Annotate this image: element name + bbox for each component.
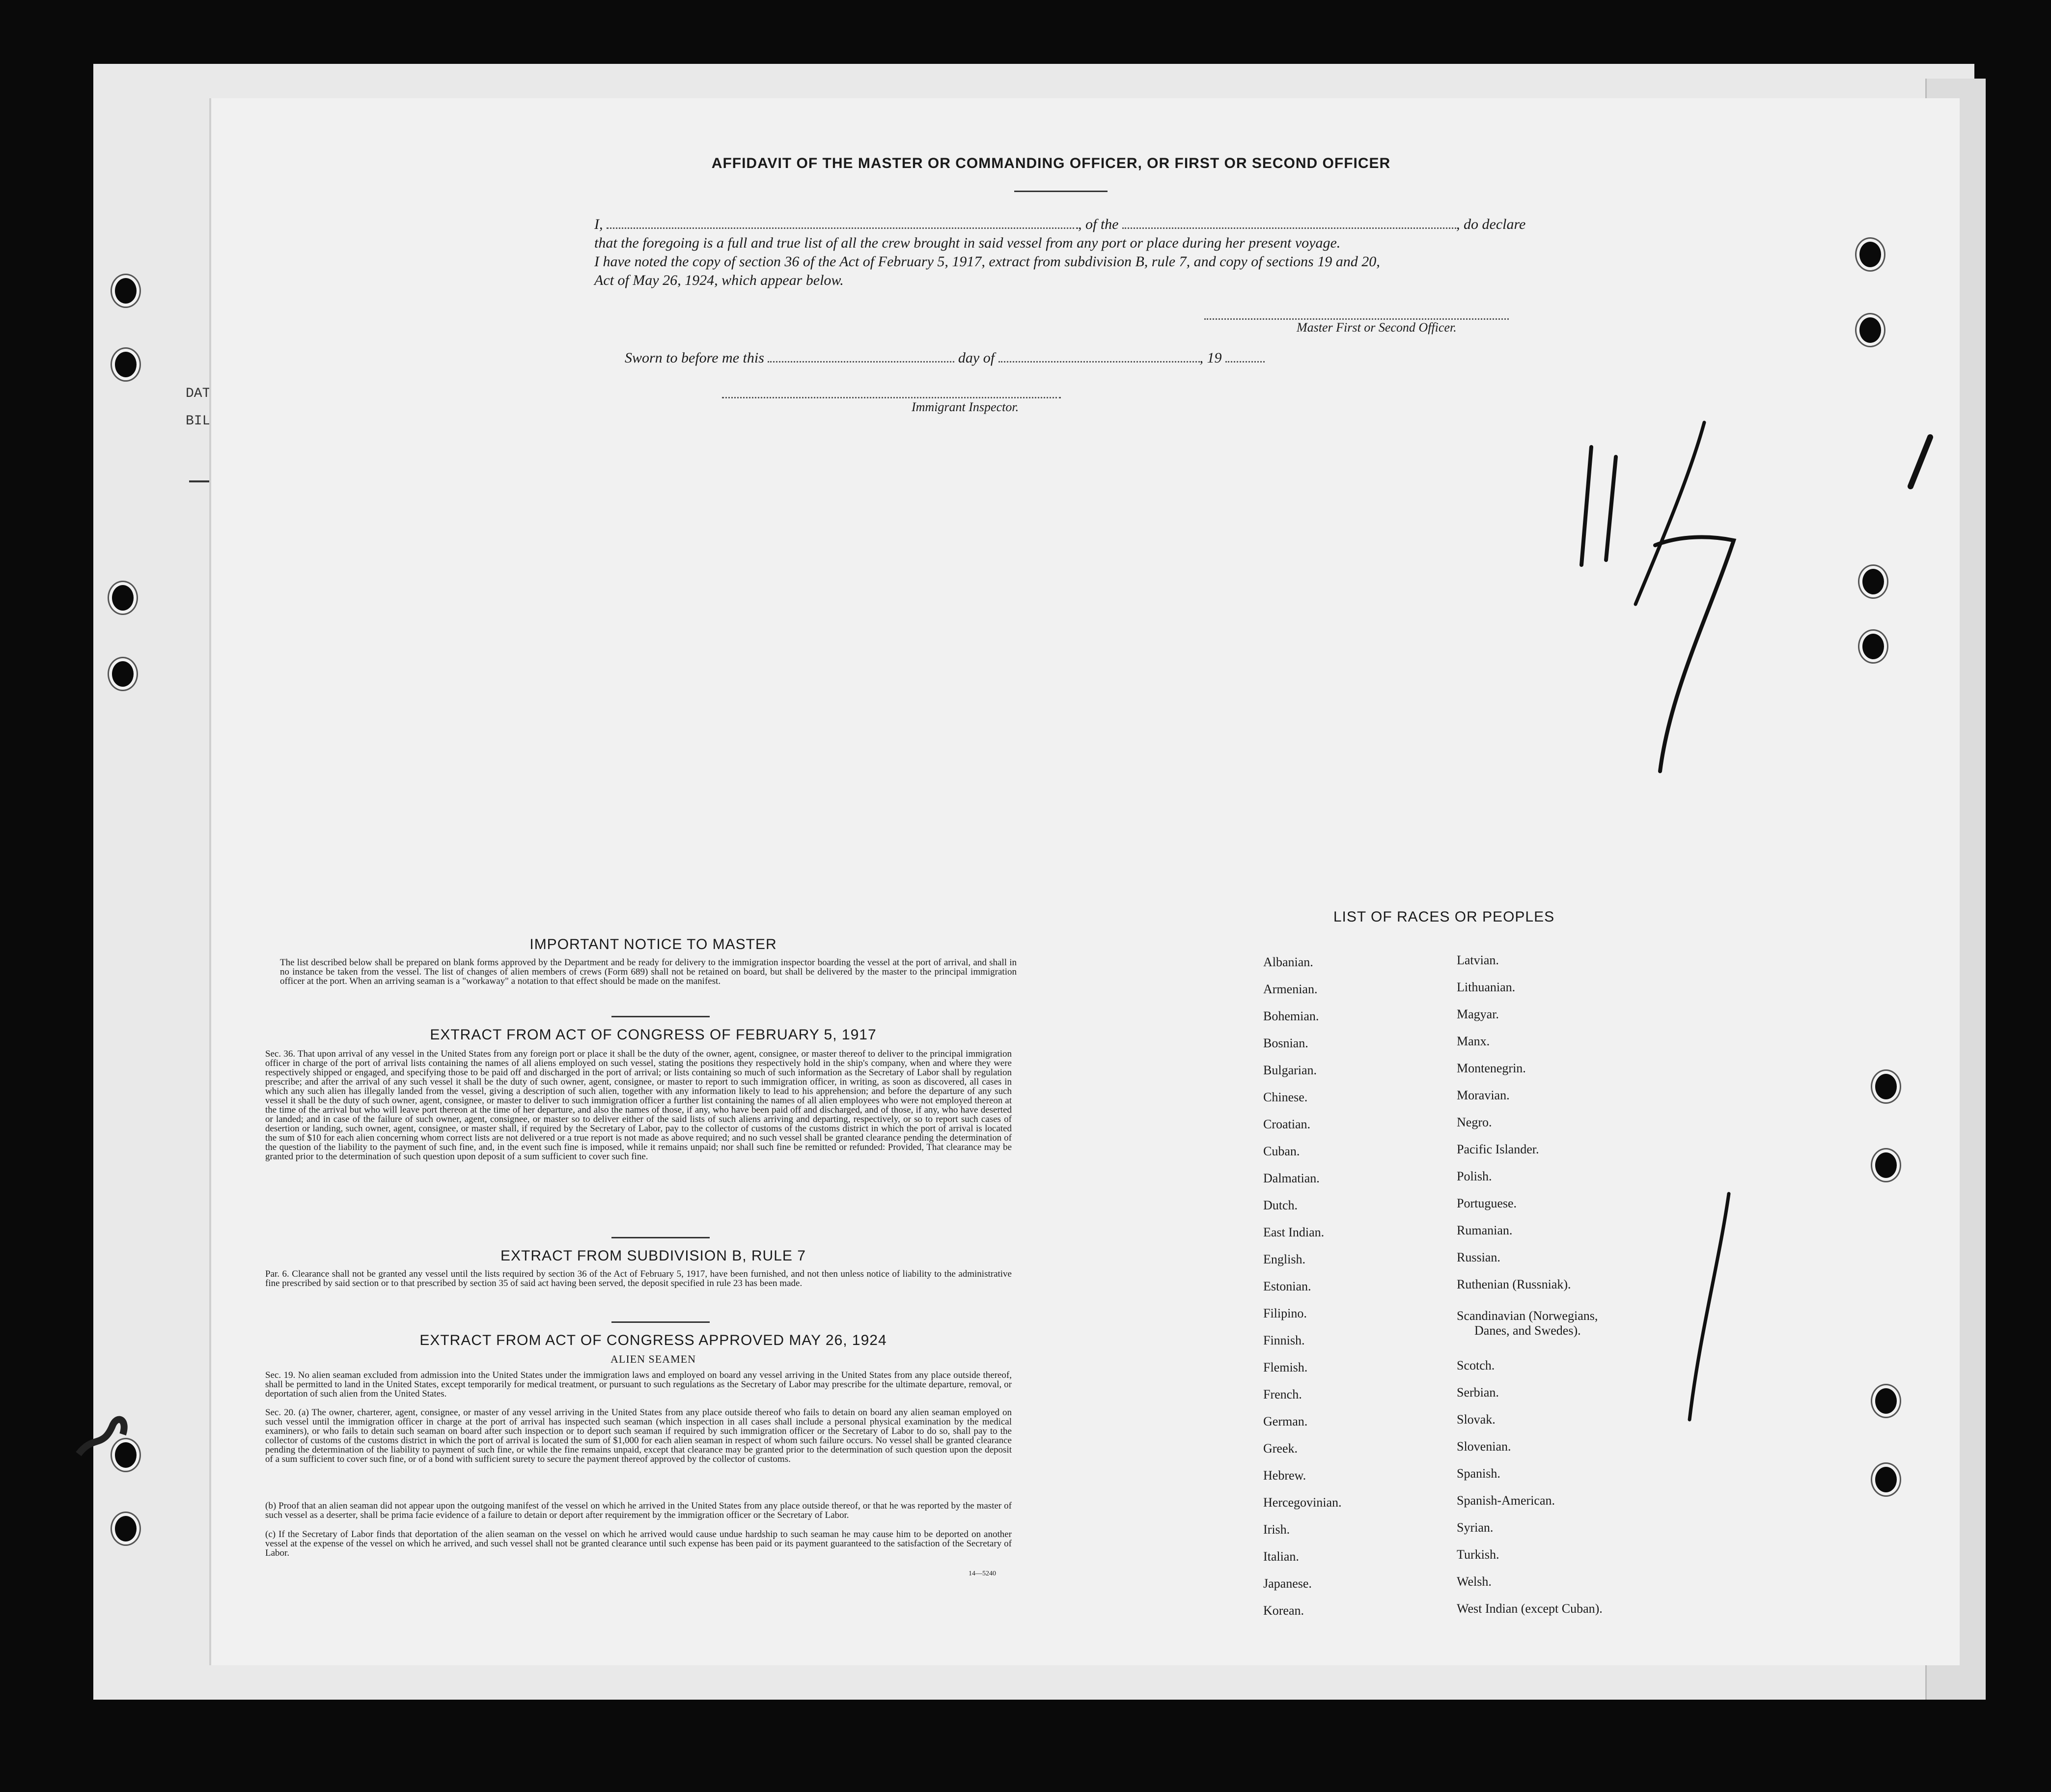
race-left: Estonian. [1263, 1279, 1311, 1293]
race-right: Serbian. [1457, 1385, 1499, 1400]
inspector-label: Immigrant Inspector. [912, 400, 1019, 414]
race-left: Dalmatian. [1263, 1171, 1320, 1185]
sworn-prefix: Sworn to before me this [625, 350, 764, 366]
race-right: Turkish. [1457, 1547, 1499, 1562]
race-left: Irish. [1263, 1522, 1290, 1537]
race-right: Spanish. [1457, 1466, 1500, 1481]
race-left: Armenian. [1263, 982, 1318, 996]
extract-rule7-title: EXTRACT FROM SUBDIVISION B, RULE 7 [500, 1248, 806, 1264]
extract-1917-text: Sec. 36. That upon arrival of any vessel in the United States from any foreign port or place it shall be the duty of the owner, agent, consignee, or master thereof to deliver to the principal immigration officer in charge of the port of arrival lists containing the names of all aliens employed on such vessel, stating the positions they respectively hold in the ship's company, when and where they were respectively shipped or engaged, and specifying those to be paid off and discharged in the port of arrival; or lists containing so much of such information as the Secretary of Labor shall by regulation prescribe; and after the arrival of any such vessel it shall be the duty of such owner, agent, consignee, or master to report to such immigration officer, in writing, as soon as discovered, all cases in which any such alien has illegally landed from the vessel, giving a description of such alien, together with any information likely to lead to his apprehension; and before the departure of any such vessel it shall be the duty of such owner, agent, consignee, or master to deliver to such immigration officer a further list containing the names of all alien employees who were not employed thereon at the time of the arrival but who will leave port thereon at the time of her departure, and also the names of those, if any, who have been paid off and discharged, and of those, if any, who have deserted or landed; and in case of the failure of such owner, agent, consignee, or master so to deliver either of the said lists of such aliens arriving and departing, respectively, or so to report such cases of desertion or landing, such owner, agent, consignee, or master shall, if required by the Secretary of Labor, pay to the collector of customs of the customs district in which the port of arrival is located the sum of $10 for each alien concerning whom correct lists are not delivered or a true report is not made as above required; and no such vessel shall be granted clearance pending the determination of the question of the liability to the payment of such fine, and, in the event such fine is imposed, while it remains unpaid; nor shall such fine be remitted or refunded: Provided, That clearance may be granted prior to the determination of such question upon deposit of a sum sufficient to cover such fine. [265, 1049, 1012, 1162]
form-number: 14—5240 [969, 1570, 996, 1577]
sec20a-text: Sec. 20. (a) The owner, charterer, agent, consignee, or master of any vessel arriving in the United States from any place outside thereof who fails to detain on board any alien seaman employed on such vessel until the immigration officer in charge at the port of arrival has inspected such seaman (which inspection in all cases shall include a personal physical examination by the medical examiners), or who fails to detain such seaman on board after such inspection or to deport such seaman if required by such immigration officer or the Secretary of Labor to do so, shall pay to the collector of customs of the customs district in which the port of arrival is located the sum of $1,000 for each alien seaman in respect of whom such failure occurs. No vessel shall be granted clearance pending the determination of the liability to payment of such fine, or while the fine remains unpaid, except that clearance may be granted prior to the determination of such question upon the deposit of a sum sufficient to cover such fine, or of a bond with sufficient surety to secure the payment thereof approved by the collector of customs. [265, 1407, 1012, 1464]
margin-rule [189, 480, 214, 482]
race-left: Chinese. [1263, 1090, 1308, 1104]
race-left: Italian. [1263, 1549, 1299, 1564]
race-right: Manx. [1457, 1034, 1490, 1048]
vessel-blank [1122, 227, 1456, 229]
string-tie [69, 1405, 138, 1479]
notice-title: IMPORTANT NOTICE TO MASTER [529, 936, 777, 952]
race-left: Hebrew. [1263, 1468, 1306, 1483]
race-left: East Indian. [1263, 1225, 1325, 1239]
race-left: Greek. [1263, 1441, 1298, 1456]
race-right: Spanish-American. [1457, 1493, 1555, 1508]
sworn-line [625, 350, 1265, 366]
race-left: Cuban. [1263, 1144, 1300, 1158]
signature-line [1204, 318, 1509, 320]
punch-hole [1859, 631, 1887, 662]
race-right: Polish. [1457, 1169, 1492, 1183]
punch-hole [1857, 314, 1884, 346]
inspector-line [722, 397, 1061, 398]
handwritten-tick [1906, 432, 1935, 491]
race-right: Pacific Islander. [1457, 1142, 1539, 1156]
extract-rule7-text: Par. 6. Clearance shall not be granted any vessel until the lists required by section 36 of the Act of February 5, 1917, have been furnished, and not then unless notice of liability to the administrative fine prescribed by said section or to that prescribed by section 35 of said act having been served, the deposit specified in rule 23 has been made. [265, 1269, 1012, 1288]
handwritten-stroke [1680, 1189, 1739, 1425]
race-left: Filipino. [1263, 1306, 1307, 1320]
race-right: Slovenian. [1457, 1439, 1511, 1454]
race-right: Scandinavian (Norwegians, [1457, 1309, 1598, 1323]
punch-hole [1872, 1385, 1900, 1417]
race-left: Bohemian. [1263, 1009, 1319, 1023]
affidavit-line2: that the foregoing is a full and true list of all the crew brought in said vessel from any port or place during her present voyage. [594, 235, 1341, 251]
race-left: Bulgarian. [1263, 1063, 1317, 1077]
race-left: Japanese. [1263, 1576, 1312, 1591]
affidavit-i: I, [594, 216, 603, 232]
affidavit-line3: I have noted the copy of section 36 of the Act of February 5, 1917, extract from subdivision B, rule 7, and copy of sections 19 and 20, [594, 253, 1380, 270]
notice-text: The list described below shall be prepared on blank forms approved by the Department and be ready for delivery to the immigration inspector boarding the vessel at the port of arrival, and shall in no instance be taken from the vessel. The list of changes of alien members of crews (Form 689) shall not be retained on board, but shall be delivered by the master to the principal immigration officer at the port. When an arriving seaman is a "workaway" a notation to that effect should be made on the manifest. [280, 957, 1017, 986]
affidavit-declare: , do declare [1456, 216, 1526, 232]
margin-text-1: DAT [186, 386, 211, 401]
day-blank [768, 361, 954, 363]
punch-hole [109, 582, 137, 614]
race-left: Croatian. [1263, 1117, 1311, 1131]
punch-hole [1872, 1464, 1900, 1495]
sec20c-text: (c) If the Secretary of Labor finds that deportation of the alien seaman on the vessel on which he arrived would cause undue hardship to such seaman he may cause him to be deported on another vessel at the expense of the vessel on which he arrived, and such vessel shall not be granted clearance until such expense has been paid or its payment guaranteed to the satisfaction of the Secretary of Labor. [265, 1529, 1012, 1558]
punch-hole [1857, 239, 1884, 270]
race-left: Dutch. [1263, 1198, 1298, 1212]
race-right: Magyar. [1457, 1007, 1499, 1021]
race-right: Syrian. [1457, 1520, 1494, 1535]
extract-1924-title: EXTRACT FROM ACT OF CONGRESS APPROVED MAY 26, 1924 [419, 1332, 887, 1348]
extract-1924-subtitle: ALIEN SEAMEN [610, 1353, 696, 1365]
race-left: Hercegovinian. [1263, 1495, 1342, 1510]
affidavit-line4: Act of May 26, 1924, which appear below. [594, 272, 844, 288]
race-left: Albanian. [1263, 955, 1313, 969]
race-right: Welsh. [1457, 1574, 1492, 1589]
margin-text-2: BIL [186, 414, 211, 429]
section-rule [611, 1016, 710, 1017]
race-right: Latvian. [1457, 953, 1499, 967]
race-right: Montenegrin. [1457, 1061, 1526, 1075]
affidavit-line1 [594, 216, 1577, 233]
race-left: Korean. [1263, 1603, 1304, 1618]
race-right: Scotch. [1457, 1358, 1495, 1372]
race-right: Ruthenian (Russniak). [1457, 1277, 1571, 1291]
handwritten-page-mark [1562, 418, 1758, 786]
punch-hole [112, 1513, 139, 1544]
races-title: LIST OF RACES OR PEOPLES [1333, 909, 1555, 925]
section-rule [611, 1321, 710, 1323]
race-left: Bosnian. [1263, 1036, 1308, 1050]
title-rule [1014, 191, 1108, 192]
affidavit-of-the: , of the [1078, 216, 1119, 232]
month-blank [998, 361, 1200, 363]
punch-hole [1872, 1071, 1900, 1102]
signature-label: Master First or Second Officer. [1297, 320, 1457, 335]
sworn-year: , 19 [1199, 350, 1222, 366]
section-rule [611, 1237, 710, 1238]
sec20b-text: (b) Proof that an alien seaman did not appear upon the outgoing manifest of the vessel on which he arrived in the United States from any place outside thereof, or that he was reported by the master of such vessel as a deserter, shall be prima facie evidence of a failure to detain or deport after requirement by the immigration officer or the Secretary of Labor. [265, 1501, 1012, 1520]
race-right: Slovak. [1457, 1412, 1496, 1427]
race-left: French. [1263, 1387, 1302, 1401]
race-right: Negro. [1457, 1115, 1492, 1129]
punch-hole [1859, 566, 1887, 597]
race-right: Portuguese. [1457, 1196, 1517, 1210]
affidavit-title: AFFIDAVIT OF THE MASTER OR COMMANDING OFFICER, OR FIRST OR SECOND OFFICER [711, 155, 1391, 171]
race-right: Russian. [1457, 1250, 1500, 1264]
race-right: West Indian (except Cuban). [1457, 1601, 1603, 1616]
race-left: English. [1263, 1252, 1305, 1266]
race-right: Moravian. [1457, 1088, 1510, 1102]
punch-hole [112, 349, 139, 380]
year-blank [1225, 361, 1265, 363]
extract-1917-title: EXTRACT FROM ACT OF CONGRESS OF FEBRUARY 5, 1917 [430, 1027, 877, 1043]
punch-hole [109, 658, 137, 690]
punch-hole [1872, 1149, 1900, 1181]
race-left: German. [1263, 1414, 1308, 1428]
sworn-day: day of [958, 350, 995, 366]
race-right: Lithuanian. [1457, 980, 1516, 994]
name-blank [607, 227, 1078, 229]
race-right: Danes, and Swedes). [1474, 1323, 1581, 1338]
punch-hole [112, 275, 139, 307]
race-right: Rumanian. [1457, 1223, 1513, 1237]
race-left: Finnish. [1263, 1333, 1305, 1347]
sec19-text: Sec. 19. No alien seaman excluded from admission into the United States under the immigration laws and employed on board any vessel arriving in the United States from any place outside thereof, shall be permitted to land in the United States, except temporarily for medical treatment, or pursuant to such regulations as the Secretary of Labor may prescribe for the ultimate departure, removal, or deportation of such alien from the United States. [265, 1370, 1012, 1399]
race-left: Flemish. [1263, 1360, 1308, 1374]
